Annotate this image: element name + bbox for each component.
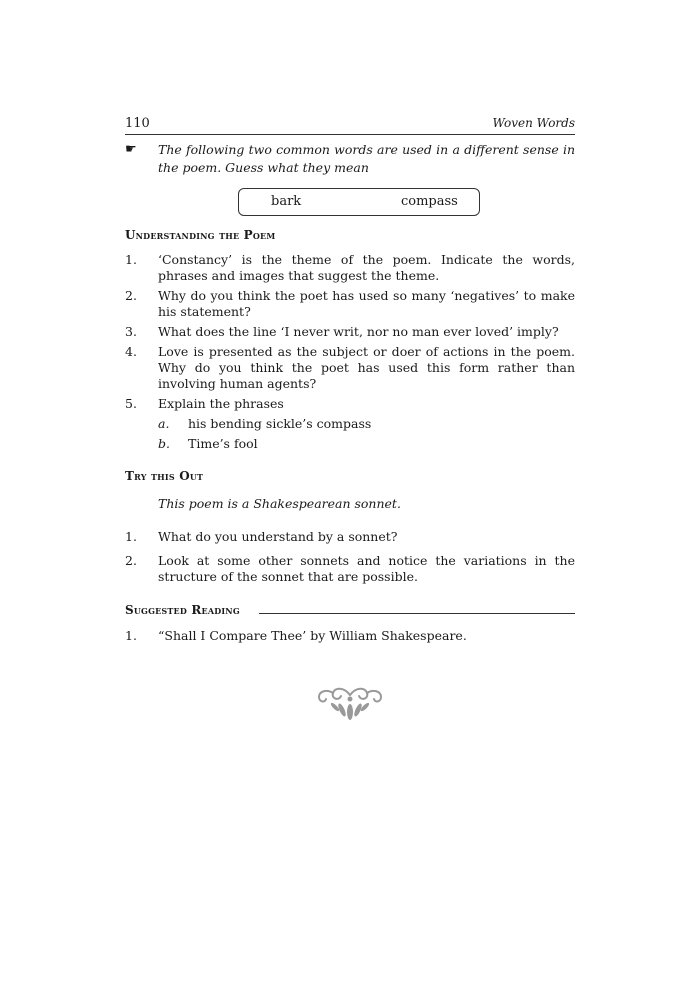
word-compass: compass (401, 194, 458, 209)
section-heading-try-this-out: Try this Out (125, 469, 204, 483)
reading-item (125, 628, 575, 644)
question-item (125, 288, 575, 320)
question-item (125, 396, 575, 452)
page-header (125, 116, 575, 135)
reading-number: 1. (125, 628, 137, 643)
ornament-icon (313, 685, 387, 723)
question-number: 3. (125, 324, 137, 339)
question-number: 5. (125, 396, 137, 411)
question-text: ‘Constancy’ is the theme of the poem. Indicate the words, phrases and images that suggest the theme. (158, 252, 575, 283)
question-item (125, 529, 575, 545)
sub-item-text: Time’s fool (188, 436, 258, 451)
question-item (125, 324, 575, 340)
intro-text: The following two common words are used in a different sense in the poem. Guess what they mean (158, 142, 575, 175)
question-text: Explain the phrases (158, 396, 284, 411)
section-heading-understanding: Understanding the Poem (125, 228, 276, 242)
sub-item (158, 416, 575, 432)
question-item (125, 252, 575, 284)
word-bark: bark (271, 194, 302, 209)
question-number: 1. (125, 529, 137, 544)
sub-item-letter: b. (158, 436, 170, 451)
question-text: What does the line ‘I never writ, nor no man ever loved’ imply? (158, 324, 559, 339)
book-title: Woven Words (492, 116, 575, 130)
question-text: What do you understand by a sonnet? (158, 529, 398, 544)
question-text: Look at some other sonnets and notice the variations in the structure of the sonnet that are possible. (158, 553, 575, 584)
sub-item-text: his bending sickle’s compass (188, 416, 372, 431)
sub-item-letter: a. (158, 416, 170, 431)
sub-item (158, 436, 575, 452)
pointing-hand-icon: ☛ (125, 142, 137, 157)
question-number: 2. (125, 553, 137, 568)
question-text: Why do you think the poet has used so many ‘negatives’ to make his statement? (158, 288, 575, 319)
question-number: 2. (125, 288, 137, 303)
section-heading-suggested-reading: Suggested Reading (125, 603, 240, 617)
question-text: Love is presented as the subject or doer of actions in the poem. Why do you think the poet has used this form rather than involving human agents? (158, 344, 575, 391)
understanding-questions (125, 252, 575, 456)
question-item (125, 344, 575, 392)
question-item (125, 553, 575, 585)
page-number: 110 (125, 116, 150, 131)
intro-instruction (125, 141, 575, 177)
heading-rule (259, 613, 575, 614)
try-this-note: This poem is a Shakespearean sonnet. (158, 496, 401, 511)
question-number: 4. (125, 344, 137, 359)
suggested-reading-list (125, 628, 575, 648)
reading-text: “Shall I Compare Thee’ by William Shakespeare. (158, 628, 467, 643)
question-number: 1. (125, 252, 137, 267)
word-box (238, 188, 480, 216)
try-this-questions (125, 529, 575, 589)
